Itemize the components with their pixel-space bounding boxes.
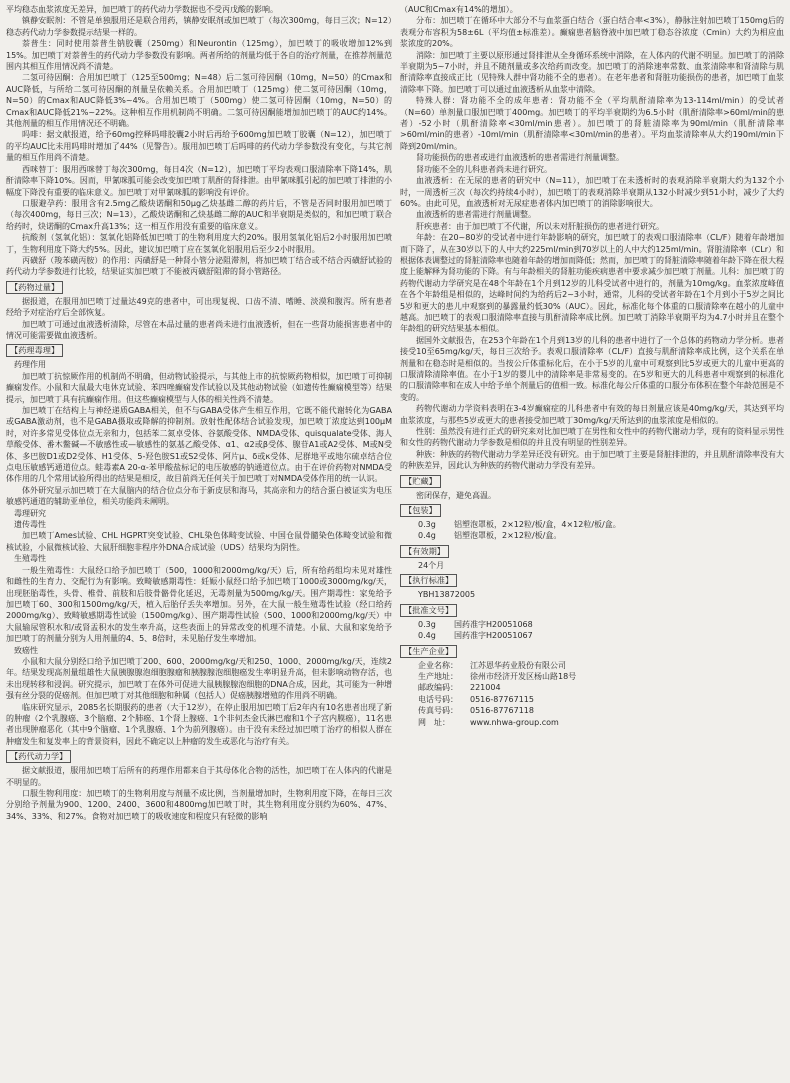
paragraph: 加巴喷丁Ames试验、CHL HGPRT突变试验、CHL染色体畸变试验、中国仓鼠骨髓染色体畸变试验和微核试验，小鼠微核试验、大鼠肝细胞非程序外DNA合成试验（UDS）结果均为阴性。	[6, 531, 392, 552]
spec-value: 铝塑泡罩板，2×12粒/板/盒，4×12粒/板/盒。	[454, 520, 621, 530]
section-heading: 【药代动力学】	[6, 750, 71, 763]
package-row	[400, 530, 784, 541]
paragraph: 致癌性	[14, 645, 38, 655]
paragraph: 西咪替丁：服用西咪替丁每次300mg，每日4次（N=12），加巴喷丁平均表观口服清除率下降14%，肌酐清除率下降10%。因而，甲氰咪胍可能会改变加巴喷丁肌酐的肾排泄。由甲氰咪胍引起的加巴喷丁排泄的小幅度下降没有重要的临床意义。加巴喷丁对甲氰咪胍的影响没有评价。	[6, 164, 392, 197]
manufacturer-row	[400, 682, 784, 693]
paragraph: 萘普生：同时使用萘普生钠胶囊（250mg）和Neurontin（125mg），加巴喷丁的吸收增加12%到15%。加巴喷丁对萘普生的药代动力学参数没有影响。两者所给的剂量均低于各自的治疗剂量，在推荐剂量范围内其相互作用情况尚不清楚。	[6, 39, 392, 72]
paragraph: 据文献报道，服用加巴喷丁后所有的药理作用都来自于其母体化合物的活性，加巴喷丁在人体内的代谢是不明显的。	[6, 766, 392, 787]
manufacturer-label: 邮政编码：	[418, 683, 458, 693]
paragraph: 年龄：在20~80岁的受试者中进行年龄影响的研究，加巴喷丁的表观口服清除率（CL/F）随着年龄增加而下降了，从在30岁以下的人中大约225ml/min到70岁以上的人中大约125ml/min。肾脏清除率（CLr）和根据体表调整过的肾脏清除率也随着年龄的增加而降低；然而，加巴喷丁的肾脏清除率随着年龄下降在很大程度上能解释为肾功能的下降。有与年龄相关的肾脏功能疾病患者中要求减少加巴喷丁剂量。儿科：加巴喷丁的药物代谢动力学研究是在48个年龄在1个月到12岁的儿科受试者中进行的，剂量为10mg/kg。血浆浓度峰值在各个年龄组是相似的，达峰时间约为给药后2~3小时，通常，儿科的受试者年龄在1个月到小于5岁之间比5岁和更大的患儿中观察到的暴露量约低30%（AUC）。因此，标准化每个体重的口服清除率在越小的儿童中越高。加巴喷丁的表观口服清除率直接与肌酐清除率成比例。加巴喷丁消除半衰期平均为4.7小时并且在整个年龄组的研究结果基本相似。	[400, 233, 784, 334]
spec-label: 0.4g	[418, 531, 436, 541]
paragraph: 吗啡：据文献报道，给予60mg控释吗啡胶囊2小时后再给予600mg加巴喷丁胶囊（N=12），加巴喷丁的平均AUC比未用吗啡时增加了44%（见警告）。服用加巴喷丁后吗啡的药代动力学参数没有变化，与其它剂量的相互作用尚不清楚。	[6, 130, 392, 163]
manufacturer-value: 0516-87767115	[470, 694, 534, 704]
spec-label: 0.3g	[418, 619, 436, 629]
paragraph: 消除：加巴喷丁主要以原形通过肾排泄从全身循环系统中消除，在人体内的代谢不明显。加巴喷丁的消除半衰期为5~7小时，并且不随剂量或多次给药而改变。加巴喷丁的消除速率常数、血浆清除率和肾清除与肌酐清除率直接成正比（见特殊人群中肾功能不全的患者）。在老年患者和肾脏功能损伤的患者，加巴喷丁血浆清除率下降。加巴喷丁可以通过血液透析从血浆中清除。	[400, 50, 784, 94]
paragraph: 加巴喷丁在结构上与神经递质GABA相关，但不与GABA受体产生相互作用，它既不能代谢转化为GABA或GABA激动剂，也不是GABA摄取或降解的抑制剂。放射性配体结合试验发现，加巴喷丁浓度达到100μM时，对许多常见受体位点无亲和力，包括苯二氮卓受体、谷氨酸受体、NMDA受体、quisqualate受体、海人草酸受体、番木鳖碱—不敏感性或—敏感性的氨基乙酸受体、α1、α2或β受体、腺苷A1或A2受体、M或N受体、多巴胺D1或D2受体、H1受体、5-羟色胺S1或S2受体、阿片μ、δ或κ受体、尼群地平或地尔硫卓结合位点电压敏感钙通道位点。蛙毒素A 20-α-苯甲酸盐标记的电压敏感的钠通道位点。由于在评价药物对NMDA受体作用的几个常用试验所得出的结果是相反，故目前尚无任何关于加巴喷丁对NMDA受体作用的统一认识。	[6, 406, 392, 484]
manufacturer-row	[400, 671, 784, 682]
section-heading-wrapper	[400, 542, 784, 560]
manufacturer-row	[400, 705, 784, 716]
section-heading-wrapper	[400, 642, 784, 660]
manufacturer-value: 221004	[470, 683, 501, 693]
paragraph: 体外研究显示加巴喷丁在大鼠脑内的结合位点分布于新皮层和海马，其高亲和力的结合蛋白被证实为电压敏感钙通道的辅助亚单位，相关功能尚未阐明。	[6, 485, 392, 507]
manufacturer-label: 企业名称：	[418, 660, 458, 670]
manufacturer-label: 生产地址：	[418, 671, 458, 681]
manufacturer-value: 0516-87767118	[470, 706, 534, 716]
paragraph: 遗传毒性	[14, 520, 46, 530]
section-heading-wrapper	[400, 601, 784, 619]
section-heading: 【生产企业】	[400, 645, 457, 658]
section-heading: 【药理毒理】	[6, 344, 63, 357]
spec-label: 0.3g	[418, 520, 436, 530]
paragraph: 二氢可待因酮：合用加巴喷丁（125至500mg；N=48）后二氢可待因酮（10mg，N=50）的Cmax和AUC降低，与所给二氢可待因酮的剂量呈依赖关系。合用加巴喷丁（125mg）使二氢可待因酮（10mg，N=50）的Cmax和AUC降低3%~4%。合用加巴喷丁（500mg）使二氢可待因酮（10mg，N=50）的Cmax和AUC降低21%~22%。这种相互作用机制尚不明确。二氢可待因酮能增加加巴喷丁的AUC约14%。其他剂量的相互作用情况还不明确。	[6, 73, 392, 129]
paragraph: 肾功能不全的儿科患者尚未进行研究。	[416, 164, 552, 174]
manufacturer-value: 江苏恩华药业股份有限公司	[470, 660, 566, 670]
paragraph: 口服避孕药：服用含有2.5mg乙酸炔诺酮和50μg乙炔基雌二醇的药片后，不管是否同时服用加巴喷丁（每次400mg，每日三次；N=13），乙酸炔诺酮和乙炔基雌二醇的AUC和半衰期是类似的，和加巴喷丁联合给药时，炔诺酮的Cmax升高13%；这一相互作用没有重要的临床意义。	[6, 198, 392, 231]
package-row	[400, 619, 784, 630]
manufacturer-value: 徐州市经济开发区杨山路18号	[470, 671, 577, 681]
manufacturer-label: 电话号码：	[418, 694, 458, 704]
section-heading-wrapper	[6, 341, 392, 359]
paragraph: 抗酸剂（氢氧化铝）：氢氧化铝降低加巴喷丁的生物利用度大约20%。服用氢氧化铝后2小时服用加巴喷丁，生物利用度下降大约5%。因此，建议加巴喷丁应在氢氧化铝服用后至少2小时服用。	[6, 233, 392, 254]
section-heading: 【药物过量】	[6, 281, 63, 294]
paragraph: 临床研究显示，2085名长期服药的患者（大于12岁），在停止服用加巴喷丁后2年内有10名患者出现了新的肿瘤（2个乳腺癌、3个脑瘤、2个肺癌、1个肾上腺癌、1个非何杰金氏淋巴瘤和1个子宫内膜癌），11名患者出现肿瘤恶化（其中9个脑瘤、1个乳腺癌、1个为前列腺癌）。由于没有未经过加巴喷丁治疗的相似人群在肿瘤发生和复发率上的背景资料，因此不确定以上肿瘤的发生或恶化与治疗有关。	[6, 702, 392, 746]
manufacturer-row	[400, 660, 784, 671]
paragraph: 肾功能损伤的患者或进行血液透析的患者需进行剂量调整。	[416, 153, 624, 163]
section-heading-wrapper	[6, 747, 392, 765]
paragraph: （AUC和Cmax有14%的增加）。	[400, 5, 518, 14]
spec-value: 铝塑泡罩板，2×12粒/板/盒。	[454, 531, 562, 541]
paragraph: 特殊人群：肾功能不全的成年患者：肾功能不全（平均肌酐清除率为13-114ml/min）的受试者（N=60）单剂量口服加巴喷丁400mg。加巴喷丁的平均半衰期约为6.5小时（肌酐清除率>60ml/min的患者）-52小时（肌酐清除率<30ml/min患者）。加巴喷丁的肾脏清除率为90ml/min（肌酐清除率>60ml/min的患者）-10ml/min（肌酐清除率<30ml/min的患者）。平均血浆清除率从大约190ml/min下降到20ml/min。	[400, 96, 784, 151]
section-value: YBH13872005	[418, 590, 476, 600]
paragraph: 药物代谢动力学资料表明在3-4岁癫痫症的儿科患者中有效的每日剂量应该是40mg/kg/天，其达到平均血浆浓度，与那些5岁或更大的患者接受加巴喷丁30mg/kg/天所达到的血浆浓度是相似的。	[400, 404, 784, 425]
paragraph: 种族：种族的药物代谢动力学差异还没有研究。由于加巴喷丁主要是肾脏排泄的，并且肌酐清除率没有大的种族差异，因此认为种族的药物代谢动力学没有差异。	[400, 449, 784, 471]
section-heading: 【贮藏】	[400, 475, 441, 488]
section-heading-wrapper	[400, 472, 784, 490]
left-column	[6, 4, 392, 1079]
spec-label: 0.4g	[418, 631, 436, 641]
paragraph: 肝疾患者：由于加巴喷丁不代谢，所以未对肝脏损伤的患者进行研究。	[416, 221, 664, 231]
package-row	[400, 519, 784, 530]
paragraph: 生殖毒性	[14, 554, 46, 564]
paragraph: 分布：加巴喷丁在循环中大部分不与血浆蛋白结合（蛋白结合率<3%），静脉注射加巴喷丁150mg后的表观分布容积为58±6L（平均值±标准差）。癫痫患者脑脊液中加巴喷丁稳态谷浓度（Cmin）大约为相应血浆浓度的20%。	[400, 16, 784, 49]
paragraph: 口服生物利用度：加巴喷丁的生物利用度与剂量不成比例，当剂量增加时，生物利用度下降，在每日三次分别给予剂量为900、1200、2400、3600和4800mg加巴喷丁时，其生物利用度分别约为60%、47%、34%、33%、和27%。食物对加巴喷丁的吸收速度和程度只有轻微的影响	[6, 789, 392, 821]
section-heading: 【包装】	[400, 504, 441, 517]
paragraph: 平均稳态血浆浓度无差异，加巴喷丁的药代动力学数据也不受丙戊酸的影响。	[6, 5, 278, 14]
manufacturer-label: 传真号码：	[418, 706, 458, 716]
paragraph: 据国外文献报告，在253个年龄在1个月到13岁的儿科的患者中进行了一个总体的药物动力学分析。患者接受10至65mg/kg/天，每日三次给予。表观口服清除率（CL/F）直接与肌酐清除率成比例，这个关系在单剂量和在稳态时是相似的。当按公斤体重标化后，在小于5岁的儿童中可观察到比5岁或更大的儿童中更高的口服清除清除率值。在小于1岁的婴儿中的清除率是非常易变的。在5岁和更大的儿科患者中观察到的标准化的口服清除率和在成人中给予单个剂量后的值相一致。标准化每公斤体重的口服分布体积在整个年龄范围是不变的。	[400, 335, 784, 402]
section-value: 24个月	[418, 560, 445, 570]
right-column	[400, 4, 784, 1079]
section-heading: 【有效期】	[400, 545, 449, 558]
manufacturer-row	[400, 717, 784, 728]
section-heading: 【批准文号】	[400, 604, 457, 617]
paragraph: 密闭保存，避免高温。	[416, 490, 496, 500]
paragraph: 血液透析的患者需进行剂量调整。	[416, 210, 536, 220]
paragraph: 镇静安眠剂：不管是单独服用还是联合用药，镇静安眠剂或加巴喷丁（每次300mg，每日三次；N=12）稳态药代动力学参数提示结果一样的。	[6, 16, 392, 37]
spec-value: 国药准字H20051068	[454, 619, 533, 629]
paragraph: 加巴喷丁可通过血液透析清除，尽管在本品过量的患者尚未进行血液透析，但在一些肾功能损害患者中的情况可能需要做血液透析。	[6, 319, 392, 340]
paragraph: 丙磺舒（羧苯磺丙胺）的作用：丙磺舒是一种肾小管分泌阻滞剂，将加巴喷丁结合或不结合丙磺舒试验的药代动力学参数进行比较，结果证实加巴喷丁不能被丙磺舒阻滞的肾小管路径。	[6, 255, 392, 277]
section-heading-wrapper	[400, 571, 784, 589]
paragraph: 据报道，在服用加巴喷丁过量达49克的患者中，可出现复视、口齿不清、嗜睡、淡漠和腹泻。所有患者经给予对症治疗后全部恢复。	[6, 296, 392, 318]
paragraph: 加巴喷丁抗惊厥作用的机制尚不明确，但动物试验提示，与其他上市的抗惊厥药物相似，加巴喷丁可抑制癫痫发作。小鼠和大鼠最大电休克试验、苯四唑癫痫发作试验以及其他动物试验（如遗传性癫痫模型等）结果提示，加巴喷丁具有抗癫痫作用。但这些癫痫模型与人体的相关性尚不清楚。	[6, 371, 392, 404]
section-heading: 【执行标准】	[400, 574, 457, 587]
paragraph: 药理作用	[14, 360, 46, 370]
section-heading-wrapper	[6, 278, 392, 296]
paragraph: 毒理研究	[14, 508, 46, 518]
paragraph: 一般生殖毒性：大鼠经口给予加巴喷丁（500，1000和2000mg/kg/天）后，所有给药组均未见对雄性和雌性的生育力、交配行为有影响。致畸敏感期毒性：妊娠小鼠经口给予加巴喷丁1000或3000mg/kg/天，出现胚胎毒性，头骨、椎骨、前肢和后肢骨骼骨化延迟，无毒剂量为500mg/kg/天。围产期毒性：家兔给予加巴喷丁60、300和1500mg/kg/天，植入后胎仔丢失率增加。另外，在大鼠一般生殖毒性试验（经口给药2000mg/kg）、致畸敏感期毒性试验（1500mg/kg）、围产期毒性试验（500、1000和2000mg/kg/天）中大鼠输尿管积水和/或肾盂积水的发生率升高，这些表面上的异常改变的机理不清楚。小鼠、大鼠和家兔给予加巴喷丁的剂量分别为人用剂量的4、5、8倍时，未见胎仔发生率增加。	[6, 565, 392, 644]
spec-value: 国药准字H20051067	[454, 631, 533, 641]
manufacturer-row	[400, 694, 784, 705]
package-row	[400, 630, 784, 641]
section-heading-wrapper	[400, 501, 784, 519]
paragraph: 小鼠和大鼠分别经口给予加巴喷丁200、600、2000mg/kg/天和250、1000、2000mg/kg/天，连续2年。结果发现高剂量组雄性大鼠胰腺腺泡细胞腺瘤和胰腺腺泡细胞癌发生率明显升高，但未影响动物存活，也未出现转移和浸润。研究提示，加巴喷丁在体外可促进大鼠胰腺腺泡细胞的DNA合成，因此，其可能为一种增强有丝分裂的促癌剂。但加巴喷丁对其他细胞和种属（包括人）促癌胰腺增殖的作用尚不明确。	[6, 656, 392, 701]
paragraph: 血液透析：在无尿的患者的研究中（N=11），加巴喷丁在未透析时的表观消除半衰期大约为132个小时，一周透析三次（每次约持续4小时），加巴喷丁的表观消除半衰期从132小时减少到51小时，减少了大约60%。由此可见，血液透析对无尿症患者体内加巴喷丁的消除影响很大。	[400, 176, 784, 208]
manufacturer-label: 网 址：	[418, 717, 450, 727]
manufacturer-value: www.nhwa-group.com	[470, 717, 559, 727]
paragraph: 性别：虽然没有进行正式的研究来对比加巴喷丁在男性和女性中的药物代谢动力学，现有的资料显示男性和女性的药物代谢动力学参数是相似的并且没有明显的性别差异。	[400, 427, 784, 448]
